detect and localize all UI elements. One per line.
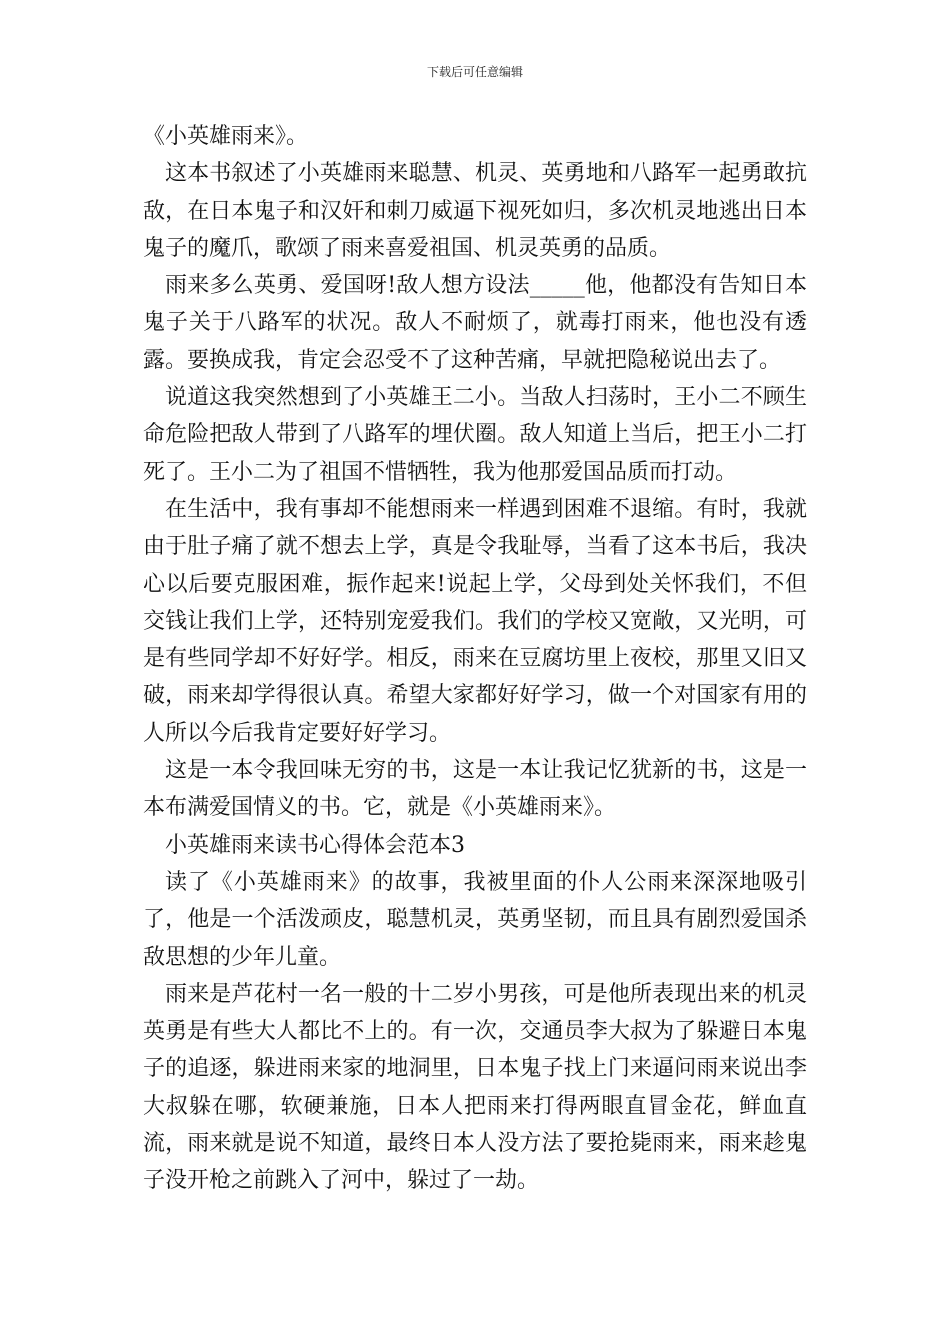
paragraph-8: 雨来是芦花村一名一般的十二岁小男孩，可是他所表现出来的机灵英勇是有些大人都比不上的。有一次，交通员李大叔为了躲避日本鬼子的追逐，躲进雨来家的地洞里，日本鬼子找上门来逼问雨来说出李大叔躲在哪，软硬兼施，日本人把雨来打得两眼直冒金花，鲜血直流，雨来就是说不知道，最终日本人没方法了要抢毙雨来，雨来趁鬼子没开枪之前跳入了河中，躲过了一劫。 xyxy=(143,981,807,1194)
paragraph-4: 说道这我突然想到了小英雄王二小。当敌人扫荡时，王小二不顾生命危险把敌人带到了八路军的埋伏圈。敌人知道上当后，把王小二打死了。王小二为了祖国不惜牺牲，我为他那爱国品质而打动。 xyxy=(143,385,807,485)
paragraph-2: 这本书叙述了小英雄雨来聪慧、机灵、英勇地和八路军一起勇敢抗敌，在日本鬼子和汉奸和刺刀威逼下视死如归，多次机灵地逃出日本鬼子的魔爪，歌颂了雨来喜爱祖国、机灵英勇的品质。 xyxy=(143,161,807,261)
paragraph-3: 雨来多么英勇、爱国呀!敌人想方设法_____他，他都没有告知日本鬼子关于八路军的状况。敌人不耐烦了，就毒打雨来，他也没有透露。要换成我，肯定会忍受不了这种苦痛，早就把隐秘说出去了。 xyxy=(143,273,807,373)
paragraph-5: 在生活中，我有事却不能想雨来一样遇到困难不退缩。有时，我就由于肚子痛了就不想去上学，真是令我耻辱，当看了这本书后，我决心以后要克服困难，振作起来!说起上学，父母到处关怀我们，不但交钱让我们上学，还特别宠爱我们。我们的学校又宽敞，又光明，可是有些同学却不好好学。相反，雨来在豆腐坊里上夜校，那里又旧又破，雨来却学得很认真。希望大家都好好学习，做一个对国家有用的人所以今后我肯定要好好学习。 xyxy=(143,496,807,746)
paragraph-6: 这是一本令我回味无穷的书，这是一本让我记忆犹新的书，这是一本布满爱国情义的书。它，就是《小英雄雨来》。 xyxy=(143,758,807,821)
page-header: 下载后可任意编辑 xyxy=(426,65,523,79)
section-heading: 小英雄雨来读书心得体会范本3 xyxy=(165,832,465,858)
document-body xyxy=(143,118,807,1200)
paragraph-7: 读了《小英雄雨来》的故事，我被里面的仆人公雨来深深地吸引了，他是一个活泼顽皮，聪慧机灵，英勇坚韧，而且具有剧烈爱国杀敌思想的少年儿童。 xyxy=(143,869,807,970)
paragraph-1: 《小英雄雨来》。 xyxy=(143,124,309,149)
